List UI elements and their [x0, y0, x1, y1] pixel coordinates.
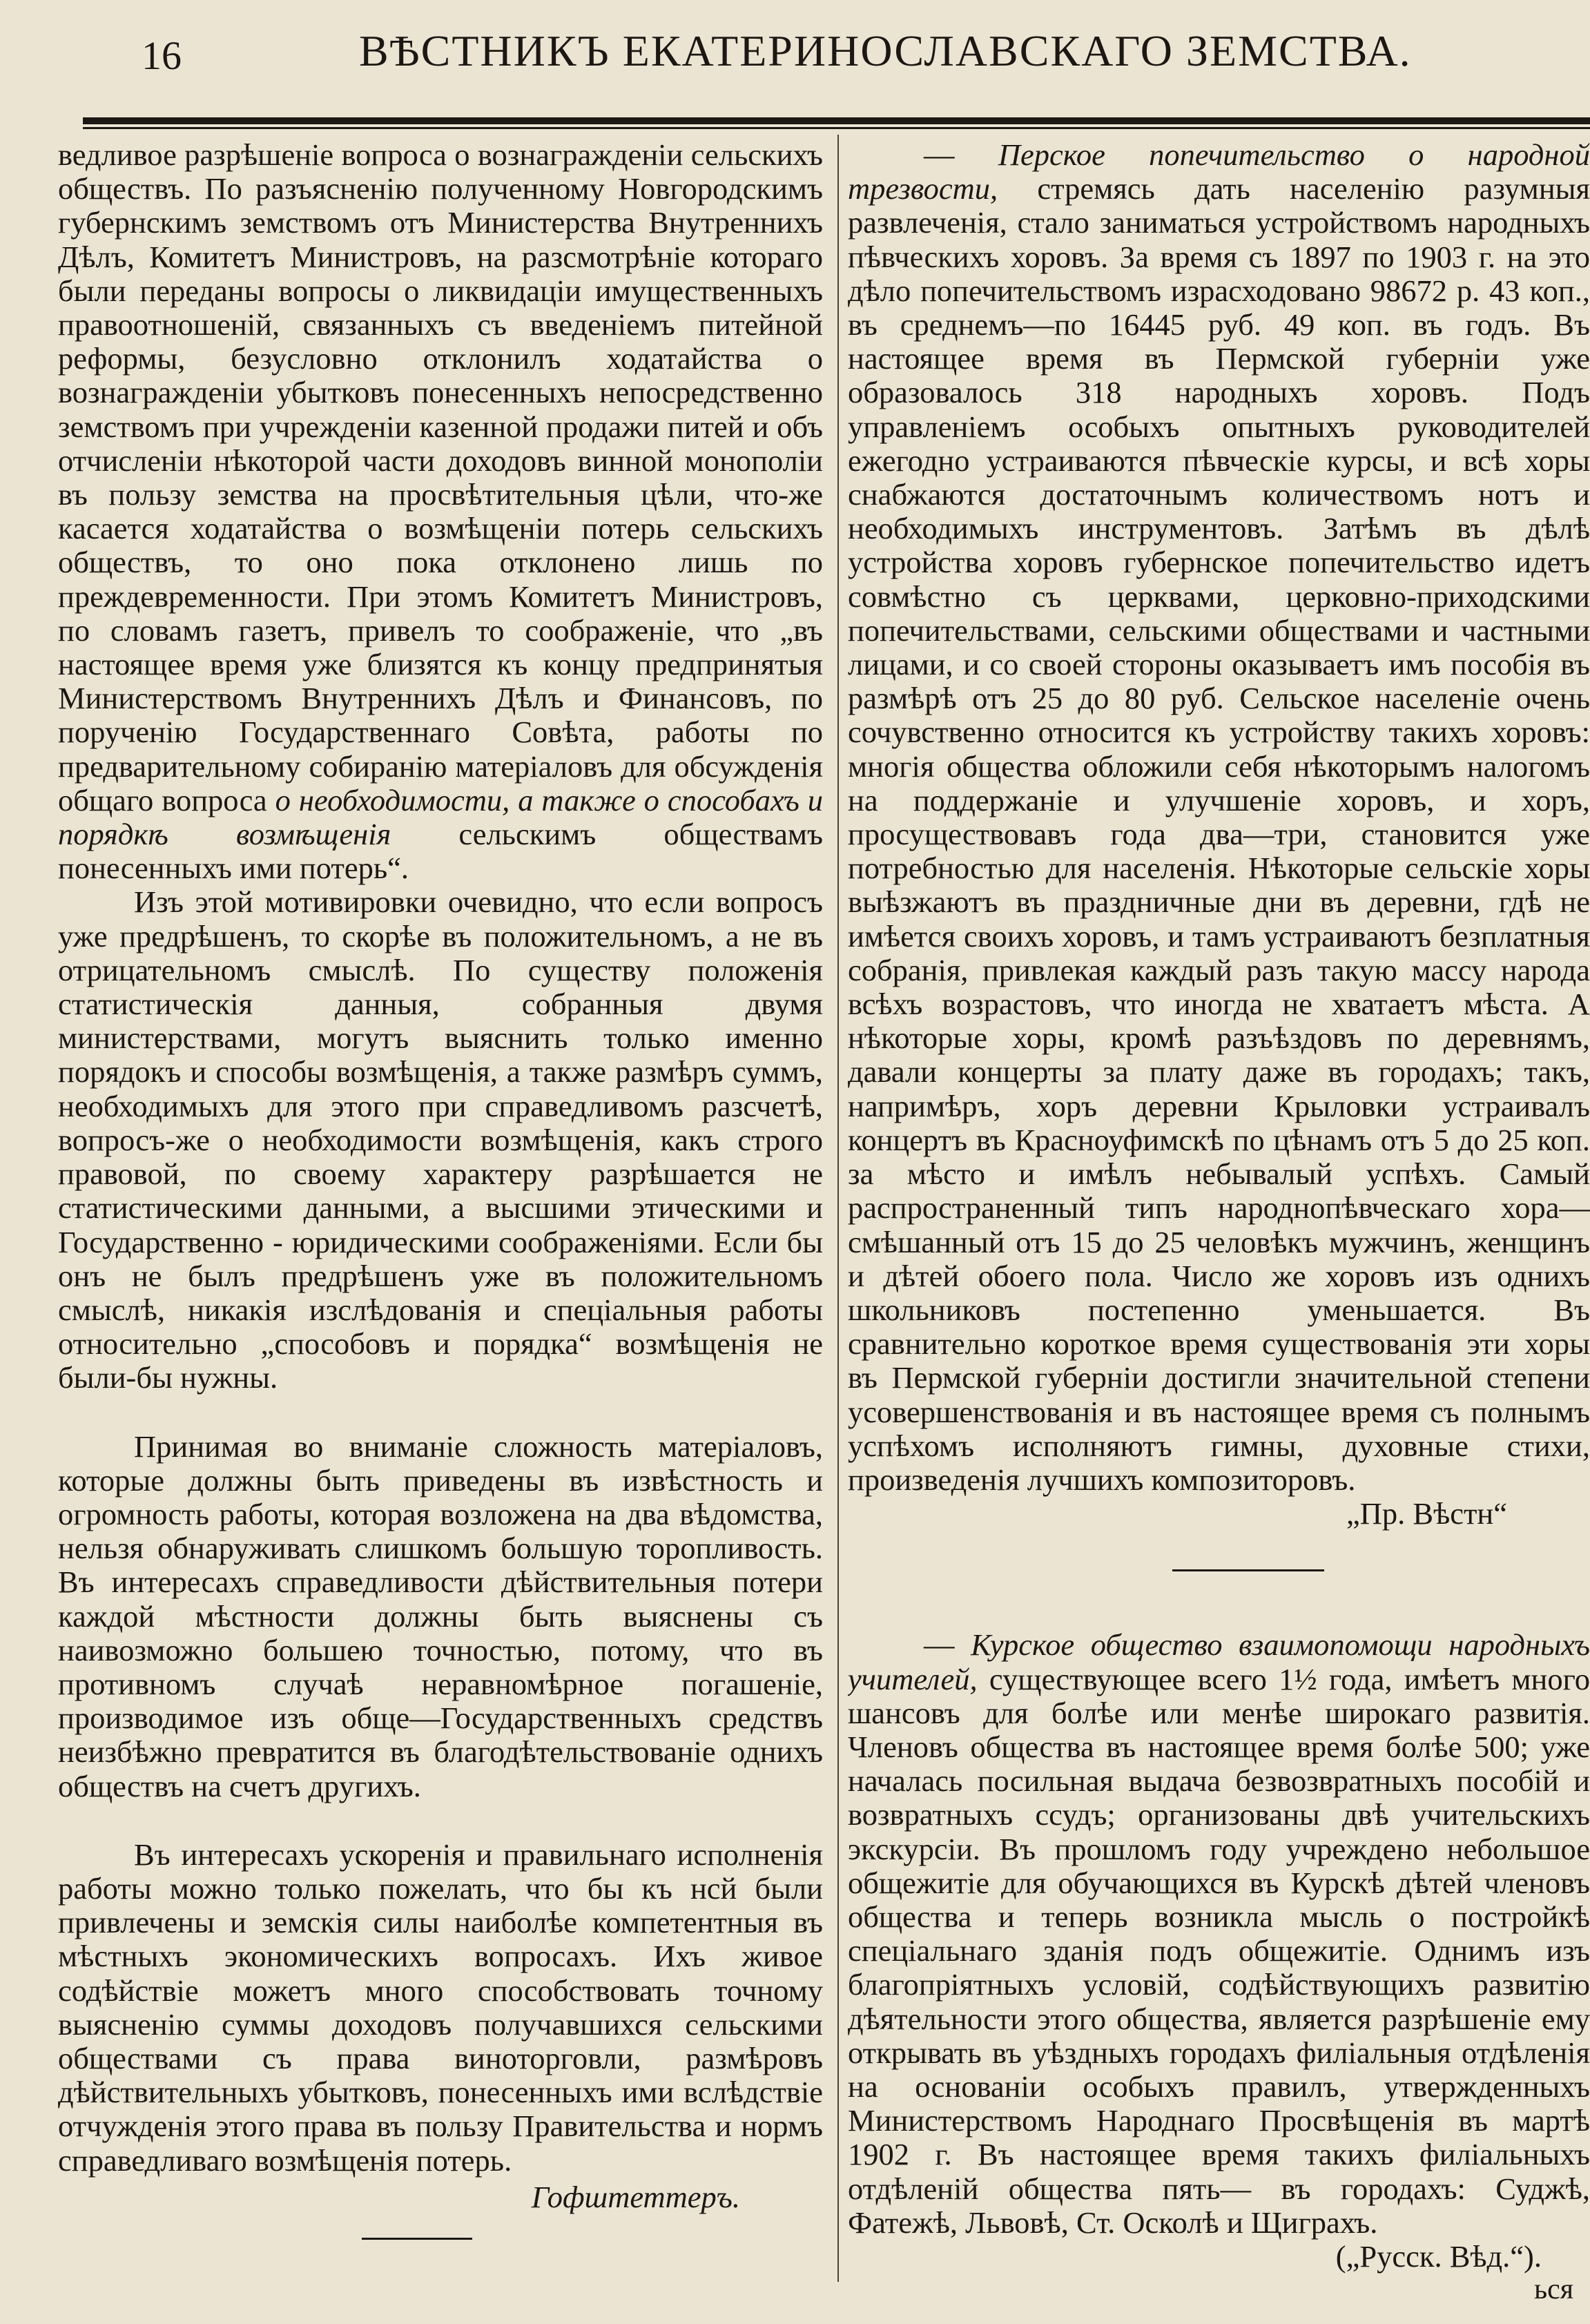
author-signature: Гофштеттеръ.: [531, 2179, 740, 2214]
paragraph-4: Въ интересахъ ускоренія и правильнаго исполненія работы можно только пожелать, что бы къ нсй были привлечены и земскія силы наиболѣе компетентныя въ мѣстныхъ экономическихъ вопросахъ. Ихъ живое содѣйствіе можетъ много способствовать точному выясненію суммы доходовъ получавшихся сельскими обществами съ права виноторговли, размѣровъ дѣйствительныхъ убытковъ, понесенныхъ ими вслѣдствіе отчужденія этого права въ пользу Правительства и нормъ справедливаго возмѣщенія потерь.: [58, 1837, 823, 2178]
corner-fragment: ься: [1534, 2274, 1574, 2305]
header-rule-thick: [83, 117, 1590, 124]
paragraph-2: Изъ этой мотивировки очевидно, что если вопросъ уже предрѣшенъ, то скорѣе въ положительномъ, а не въ отрицательномъ смыслѣ. По существу положенія статистическія данныя, собранныя двумя министерствами, могутъ выяснить только именно порядокъ и способы возмѣщенія, а также размѣръ суммъ, необходимыхъ для этого при справедливомъ разсчетѣ, вопросъ-же о необходимости возмѣщенія, какъ строго правовой, по своему характеру разрѣшается не статистическими данными, а высшими этическими и Государственно - юридическими соображеніями. Если бы онъ не былъ предрѣшенъ уже въ положительномъ смыслѣ, никакія изслѣдованія и спеціальныя работы относительно „способовъ и порядка“ возмѣщенія не были-бы нужны.: [58, 884, 823, 1395]
page-number: 16: [142, 33, 182, 78]
article-1-text: стремясь дать населенію разумныя развлеченія, стало заниматься устройствомъ народныхъ пѣвческихъ хоровъ. За время съ 1897 по 1903 г. на это дѣло попечительствомъ израсходовано 98672 р. 43 коп., въ среднемъ—по 16445 руб. 49 коп. въ годъ. Въ настоящее время въ Пермской губерніи уже образовалось 318 народныхъ хоровъ. Подъ управленіемъ особыхъ опытныхъ руководителей ежегодно устраиваются пѣвческіе курсы, и всѣ хоры снабжаются достаточнымъ количествомъ нотъ и необходимыхъ инструментовъ. Затѣмъ въ дѣлѣ устройства хоровъ губернское попечительство идетъ совмѣстно съ церквами, церковно-приходскими попечительствами, сельскими обществами и частными лицами, и со своей стороны оказываетъ имъ пособія въ размѣрѣ отъ 25 до 80 руб. Сельское населеніе очень сочувственно относится къ устройству такихъ хоровъ: многія общества обложили себя нѣкоторымъ налогомъ на поддержаніе и улучшеніе хоровъ, и хоръ, просуществовавъ года два—три, становится уже потребностью для населенія. Нѣкоторые сельскіе хоры выѣзжаютъ въ праздничные дни въ деревни, гдѣ не имѣется своихъ хоровъ, и тамъ устраиваютъ безплатныя собранія, привлекая каждый разъ такую массу народа всѣхъ возрастовъ, что иногда не хватаетъ мѣста. А нѣкоторые хоры, кромѣ разъѣздовъ по деревнямъ, давали концерты за плату даже въ городахъ; такъ, напримѣръ, хоръ деревни Крыловки устраивалъ концертъ въ Красноуфимскѣ по цѣнамъ отъ 5 до 25 коп. за мѣсто и имѣлъ небывалый успѣхъ. Самый распространенный типъ народнопѣвческаго хора—смѣшанный отъ 15 до 25 человѣкъ мужчинъ, женщинъ и дѣтей обоего пола. Число же хоровъ изъ однихъ школьниковъ постепенно уменьшается. Въ сравнительно короткое время существованія эти хоры въ Пермской губерніи достигли значительной степени усовершенствованія и въ настоящее время съ полнымъ успѣхомъ исполняютъ гимны, духовные стихи, произведенія лучшихъ композиторовъ.: [848, 171, 1590, 1497]
left-column: [58, 138, 823, 2240]
article-1-dash: —: [924, 138, 998, 172]
paragraph-1-end: сельскимъ обществамъ понесенныхъ ими потерь“.: [58, 817, 823, 886]
paragraph-1-text: ведливое разрѣшеніе вопроса о вознагражденіи сельскихъ обществъ. По разъясненію полученному Новгородскимъ губернскимъ земствомъ отъ Министерства Внутреннихъ Дѣлъ, Комитетъ Министровъ, на разсмотрѣніе котораго были переданы вопросы о ликвидаціи имущественныхъ правоотношеній, связанныхъ съ введеніемъ питейной реформы, безусловно отклонилъ ходатайства о вознагражденіи убытковъ понесенныхъ непосредственно земствомъ при учрежденіи казенной продажи питей и объ отчисленіи нѣкоторой части доходовъ винной монополіи въ пользу земства на просвѣтительныя цѣли, что-же касается ходатайства о возмѣщеніи потерь сельскихъ обществъ, то оно пока отклонено лишь по преждевременности. При этомъ Комитетъ Министровъ, по словамъ газетъ, привелъ то соображеніе, что „въ настоящее время уже близятся къ концу предпринятыя Министерствомъ Внутреннихъ Дѣлъ и Финансовъ, по порученію Государственнаго Совѣта, работы по предварительному собиранію матеріаловъ для обсужденія общаго вопроса: [58, 137, 823, 817]
article-1-heading: Перское попечительство о народной трезвости,: [848, 138, 1590, 206]
article-2-text: существующее всего 1½ года, имѣетъ много шансовъ для болѣе или менѣе широкаго развитія. Членовъ общества въ настоящее время болѣе 500; уже началась посильная выдача безвозвратныхъ пособій и возвратныхъ ссудъ; организованы двѣ учительскихъ экскурсіи. Въ прошломъ году учреждено небольшое общежитіе для обучающихся въ Курскѣ дѣтей членовъ общества и теперь возникла мысль о постройкѣ спеціальнаго зданія подъ общежитіе. Однимъ изъ благопріятныхъ условій, содѣйствующихъ развитію дѣятельности этого общества, является разрѣшеніе ему открывать въ уѣздныхъ городахъ филіальныя отдѣленія на основаніи особыхъ правилъ, утвержденныхъ Министерствомъ Народнаго Просвѣщенія въ мартѣ 1902 г. Въ настоящее время такихъ филіальныхъ отдѣленій общества пять— въ городахъ: Суджѣ, Фатежѣ, Львовѣ, Ст. Осколѣ и Щиграхъ.: [848, 1661, 1590, 2240]
column-divider: [837, 135, 839, 2282]
article-2-dash: —: [924, 1627, 971, 1663]
header-rule-thin: [83, 127, 1590, 129]
paragraph-1-italic: о необходимости, а также о способахъ и порядкѣ возмѣщенія: [58, 782, 824, 852]
article-perm-choirs: [848, 138, 1590, 1497]
paragraph-1: [58, 138, 823, 885]
article-separator-rule: [1172, 1569, 1324, 1571]
section-end-rule: [362, 2238, 472, 2240]
article-1-source: „Пр. Вѣстн“: [1346, 1496, 1507, 1531]
article-2-heading: Курское общество взаимопомощи народныхъ учителей,: [848, 1627, 1590, 1696]
article-2-source: („Русск. Вѣд.“).: [1335, 2238, 1542, 2274]
page-title: ВѢСТНИКЪ ЕКАТЕРИНОСЛАВСКАГО ЗЕМСТВА.: [359, 26, 1412, 75]
paragraph-3: Принимая во вниманіе сложность матеріаловъ, которые должны быть приведены въ извѣстность и огромность работы, которая возложена на два вѣдомства, нельзя обнаруживать слишкомъ большую торопливость. Въ интересахъ справедливости дѣйствительныя потери каждой мѣстности должны быть выяснены съ наивозможно большею точностью, потому, что въ противномъ случаѣ неравномѣрное погашеніе, производимое изъ обще—Государственныхъ средствъ неизбѣжно превратится въ благодѣтельствованіе однихъ обществъ на счетъ другихъ.: [58, 1429, 823, 1803]
right-column: [848, 138, 1590, 2274]
article-kursk-society: [848, 1627, 1590, 2274]
